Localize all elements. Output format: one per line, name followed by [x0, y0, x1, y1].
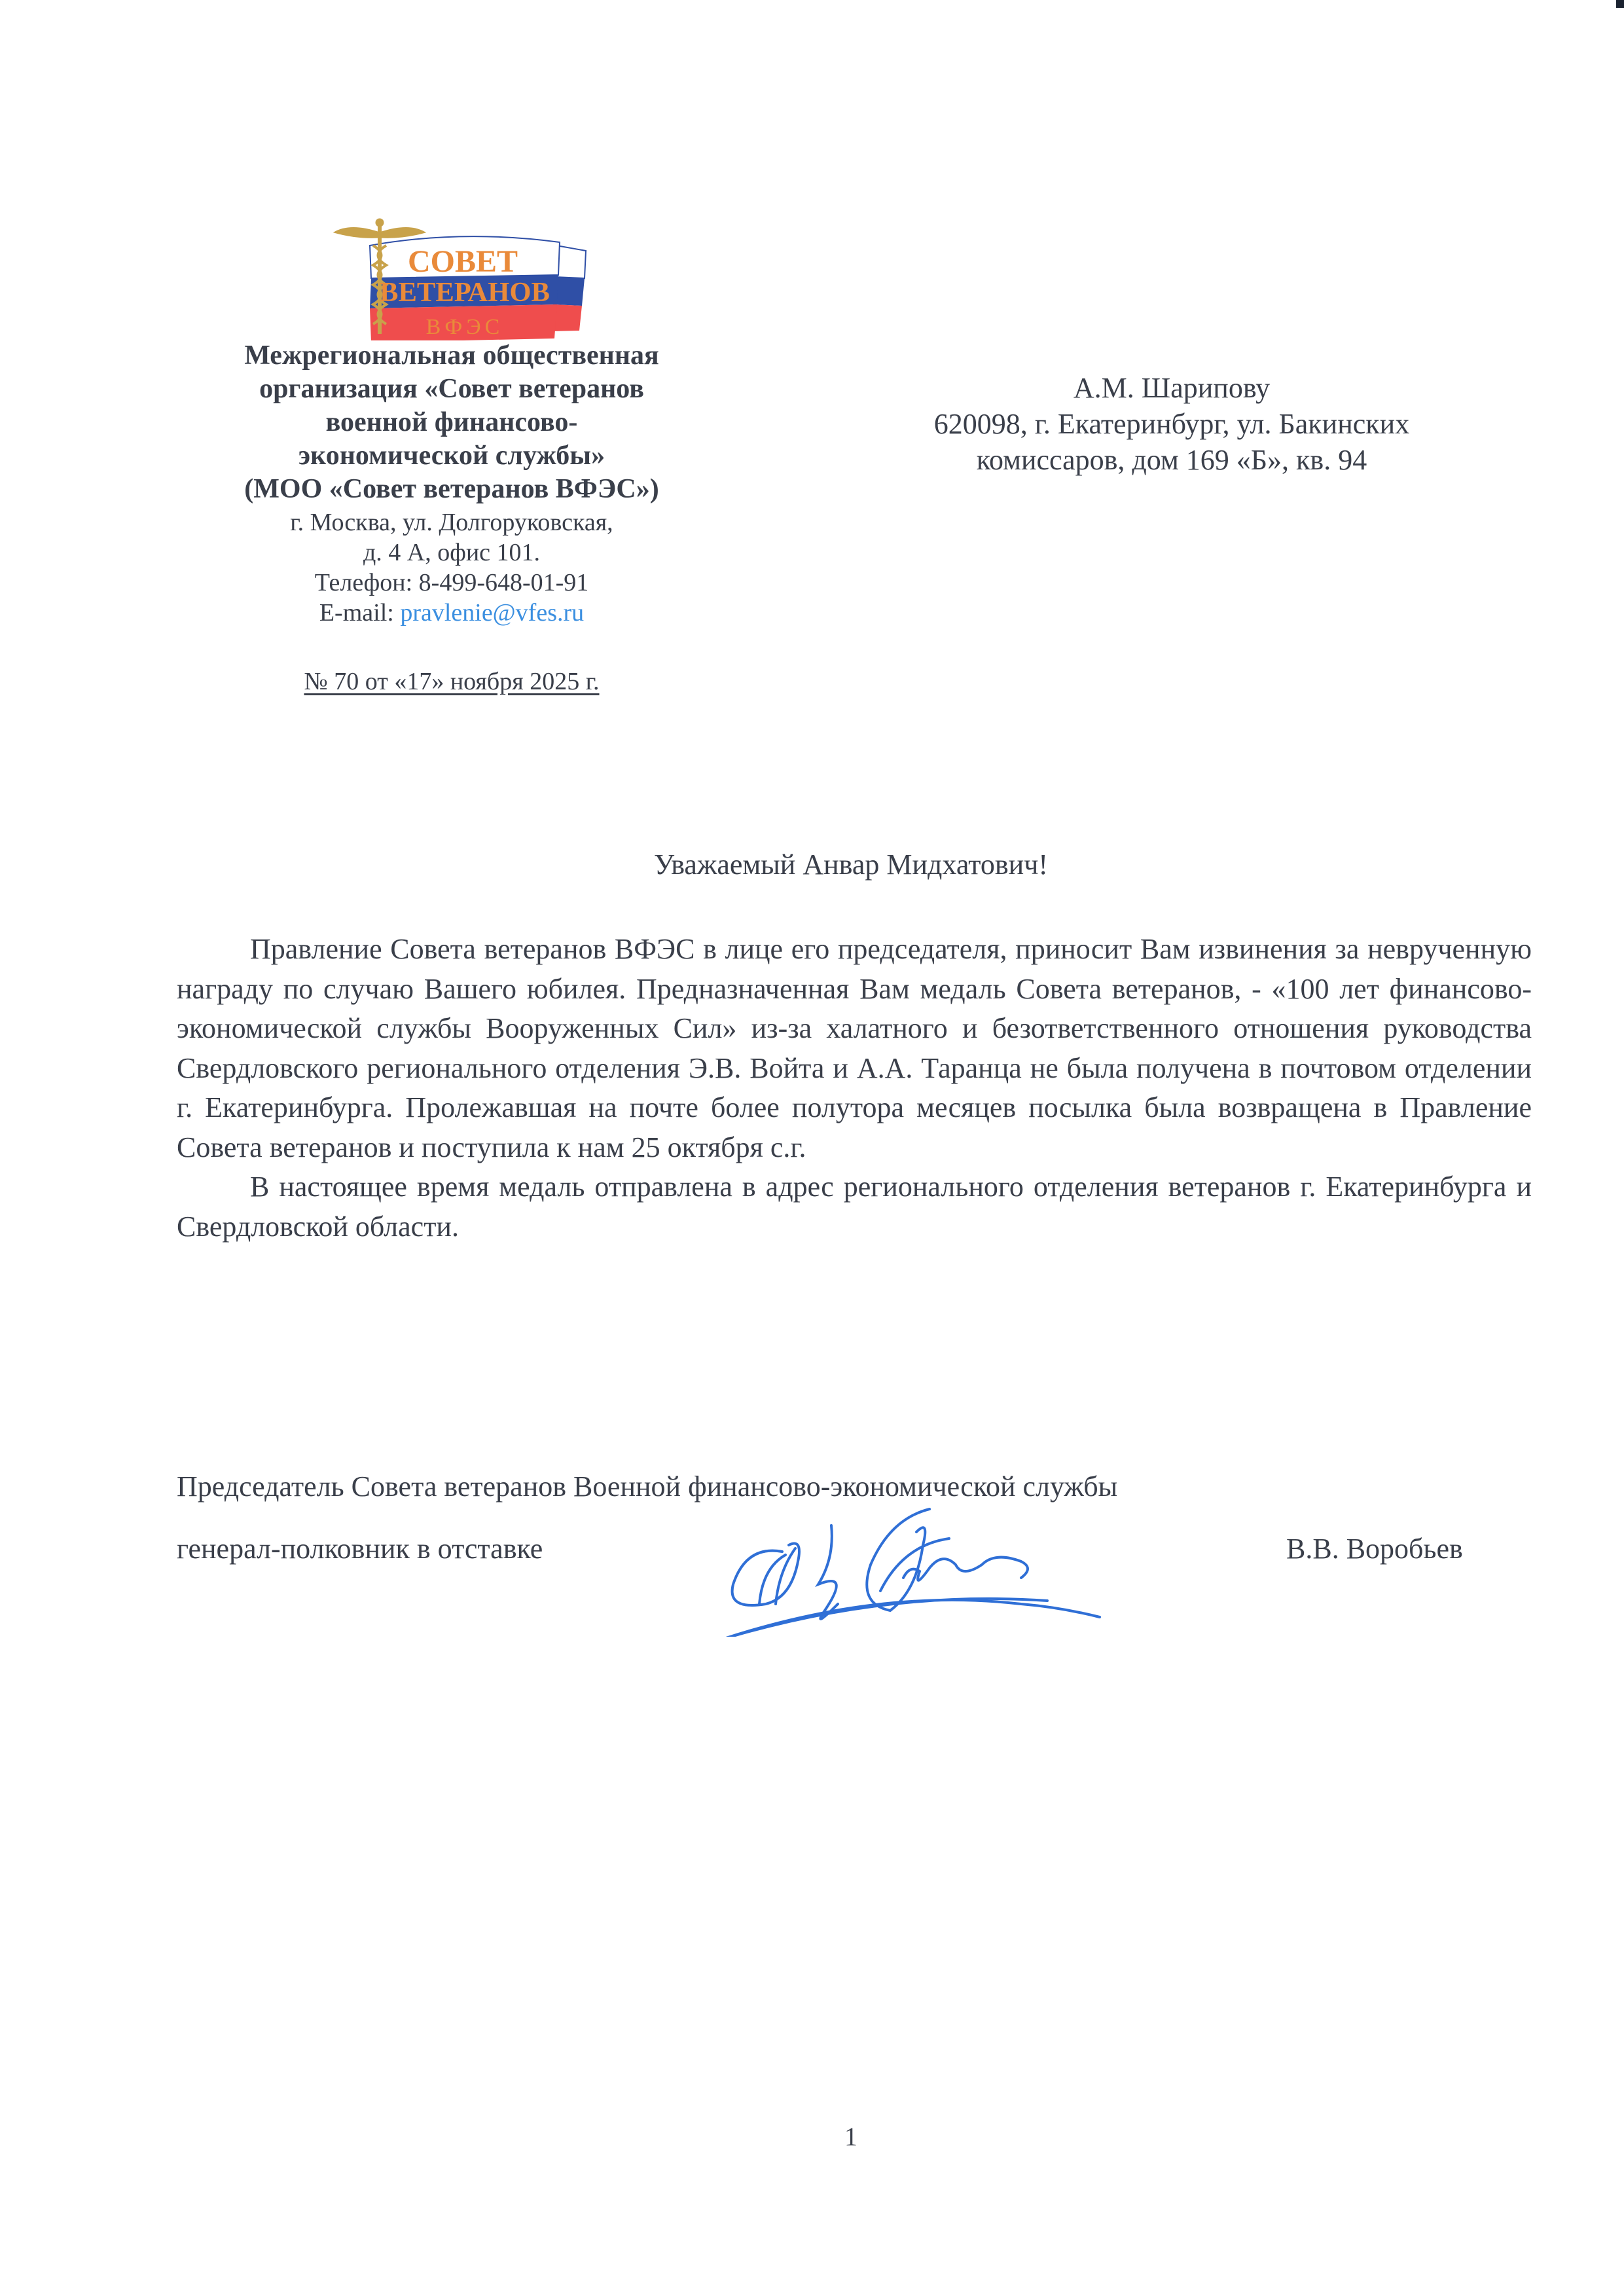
organization-name-line: Межрегиональная общественная: [244, 340, 659, 371]
body-paragraph: Правление Совета ветеранов ВФЭС в лице его председателя, приносит Вам извинения за неврученную награду по случаю Вашего юбилея. Предназначенная Вам медаль Совета ветеранов, - «100 лет финансово-экономической службы Вооруженных Сил» из-за халатного и безответственного отношения руководства Свердловского регионального отделения Э.В. Войта и А.А. Таранца не была получена в почтовом отделении г. Екатеринбурга. Пролежавшая на почте более полутора месяцев посылка была возвращена в Правление Совета ветеранов и поступила к нам 25 октября с.г.: [177, 933, 1532, 1163]
signatory-title: Председатель Совета ветеранов Военной финансово-экономической службы: [177, 1470, 1118, 1503]
addressee-name: А.М. Шарипову: [1073, 372, 1271, 404]
organization-address-line-2: д. 4 А, офис 101.: [363, 539, 541, 566]
organization-name-line: экономической службы»: [298, 441, 605, 471]
letter-body: [177, 930, 1532, 1247]
page-number: 1: [844, 2122, 857, 2151]
logo-line-3: ВФЭС: [425, 315, 504, 339]
logo-line-2: ВЕТЕРАНОВ: [380, 278, 550, 308]
document-number: № 70 от «17» ноября 2025 г.: [304, 668, 600, 695]
addressee-block: [812, 370, 1532, 478]
signatory-name: В.В. Воробьев: [1286, 1533, 1463, 1565]
organization-contacts: [164, 507, 740, 628]
body-paragraph: В настоящее время медаль отправлена в адрес регионального отделения ветеранов г. Екатеринбурга и Свердловской области.: [177, 1171, 1532, 1243]
organization-phone: Телефон: 8-499-648-01-91: [314, 569, 589, 596]
organization-name: [164, 339, 740, 506]
scan-corner-mark: [1616, 0, 1624, 8]
logo-line-1: СОВЕТ: [407, 244, 518, 279]
addressee-address-line-1: 620098, г. Екатеринбург, ул. Бакинских: [933, 408, 1410, 440]
veterans-council-logo: [298, 193, 605, 340]
handwritten-signature-icon: [655, 1506, 1309, 1637]
organization-email-row: [164, 598, 740, 628]
organization-name-line: военной финансово-: [325, 407, 578, 437]
salutation: Уважаемый Анвар Мидхатович!: [654, 848, 1048, 881]
email-label: E-mail:: [319, 599, 401, 627]
organization-header: [164, 339, 740, 696]
signatory-rank: генерал-полковник в отставке: [177, 1533, 543, 1565]
organization-name-line: (МОО «Совет ветеранов ВФЭС»): [244, 474, 659, 504]
organization-address-line-1: г. Москва, ул. Долгоруковская,: [290, 509, 613, 536]
addressee-address-line-2: комиссаров, дом 169 «Б», кв. 94: [976, 444, 1367, 476]
email-link[interactable]: pravlenie@vfes.ru: [400, 599, 585, 627]
organization-name-line: организация «Совет ветеранов: [259, 374, 644, 404]
